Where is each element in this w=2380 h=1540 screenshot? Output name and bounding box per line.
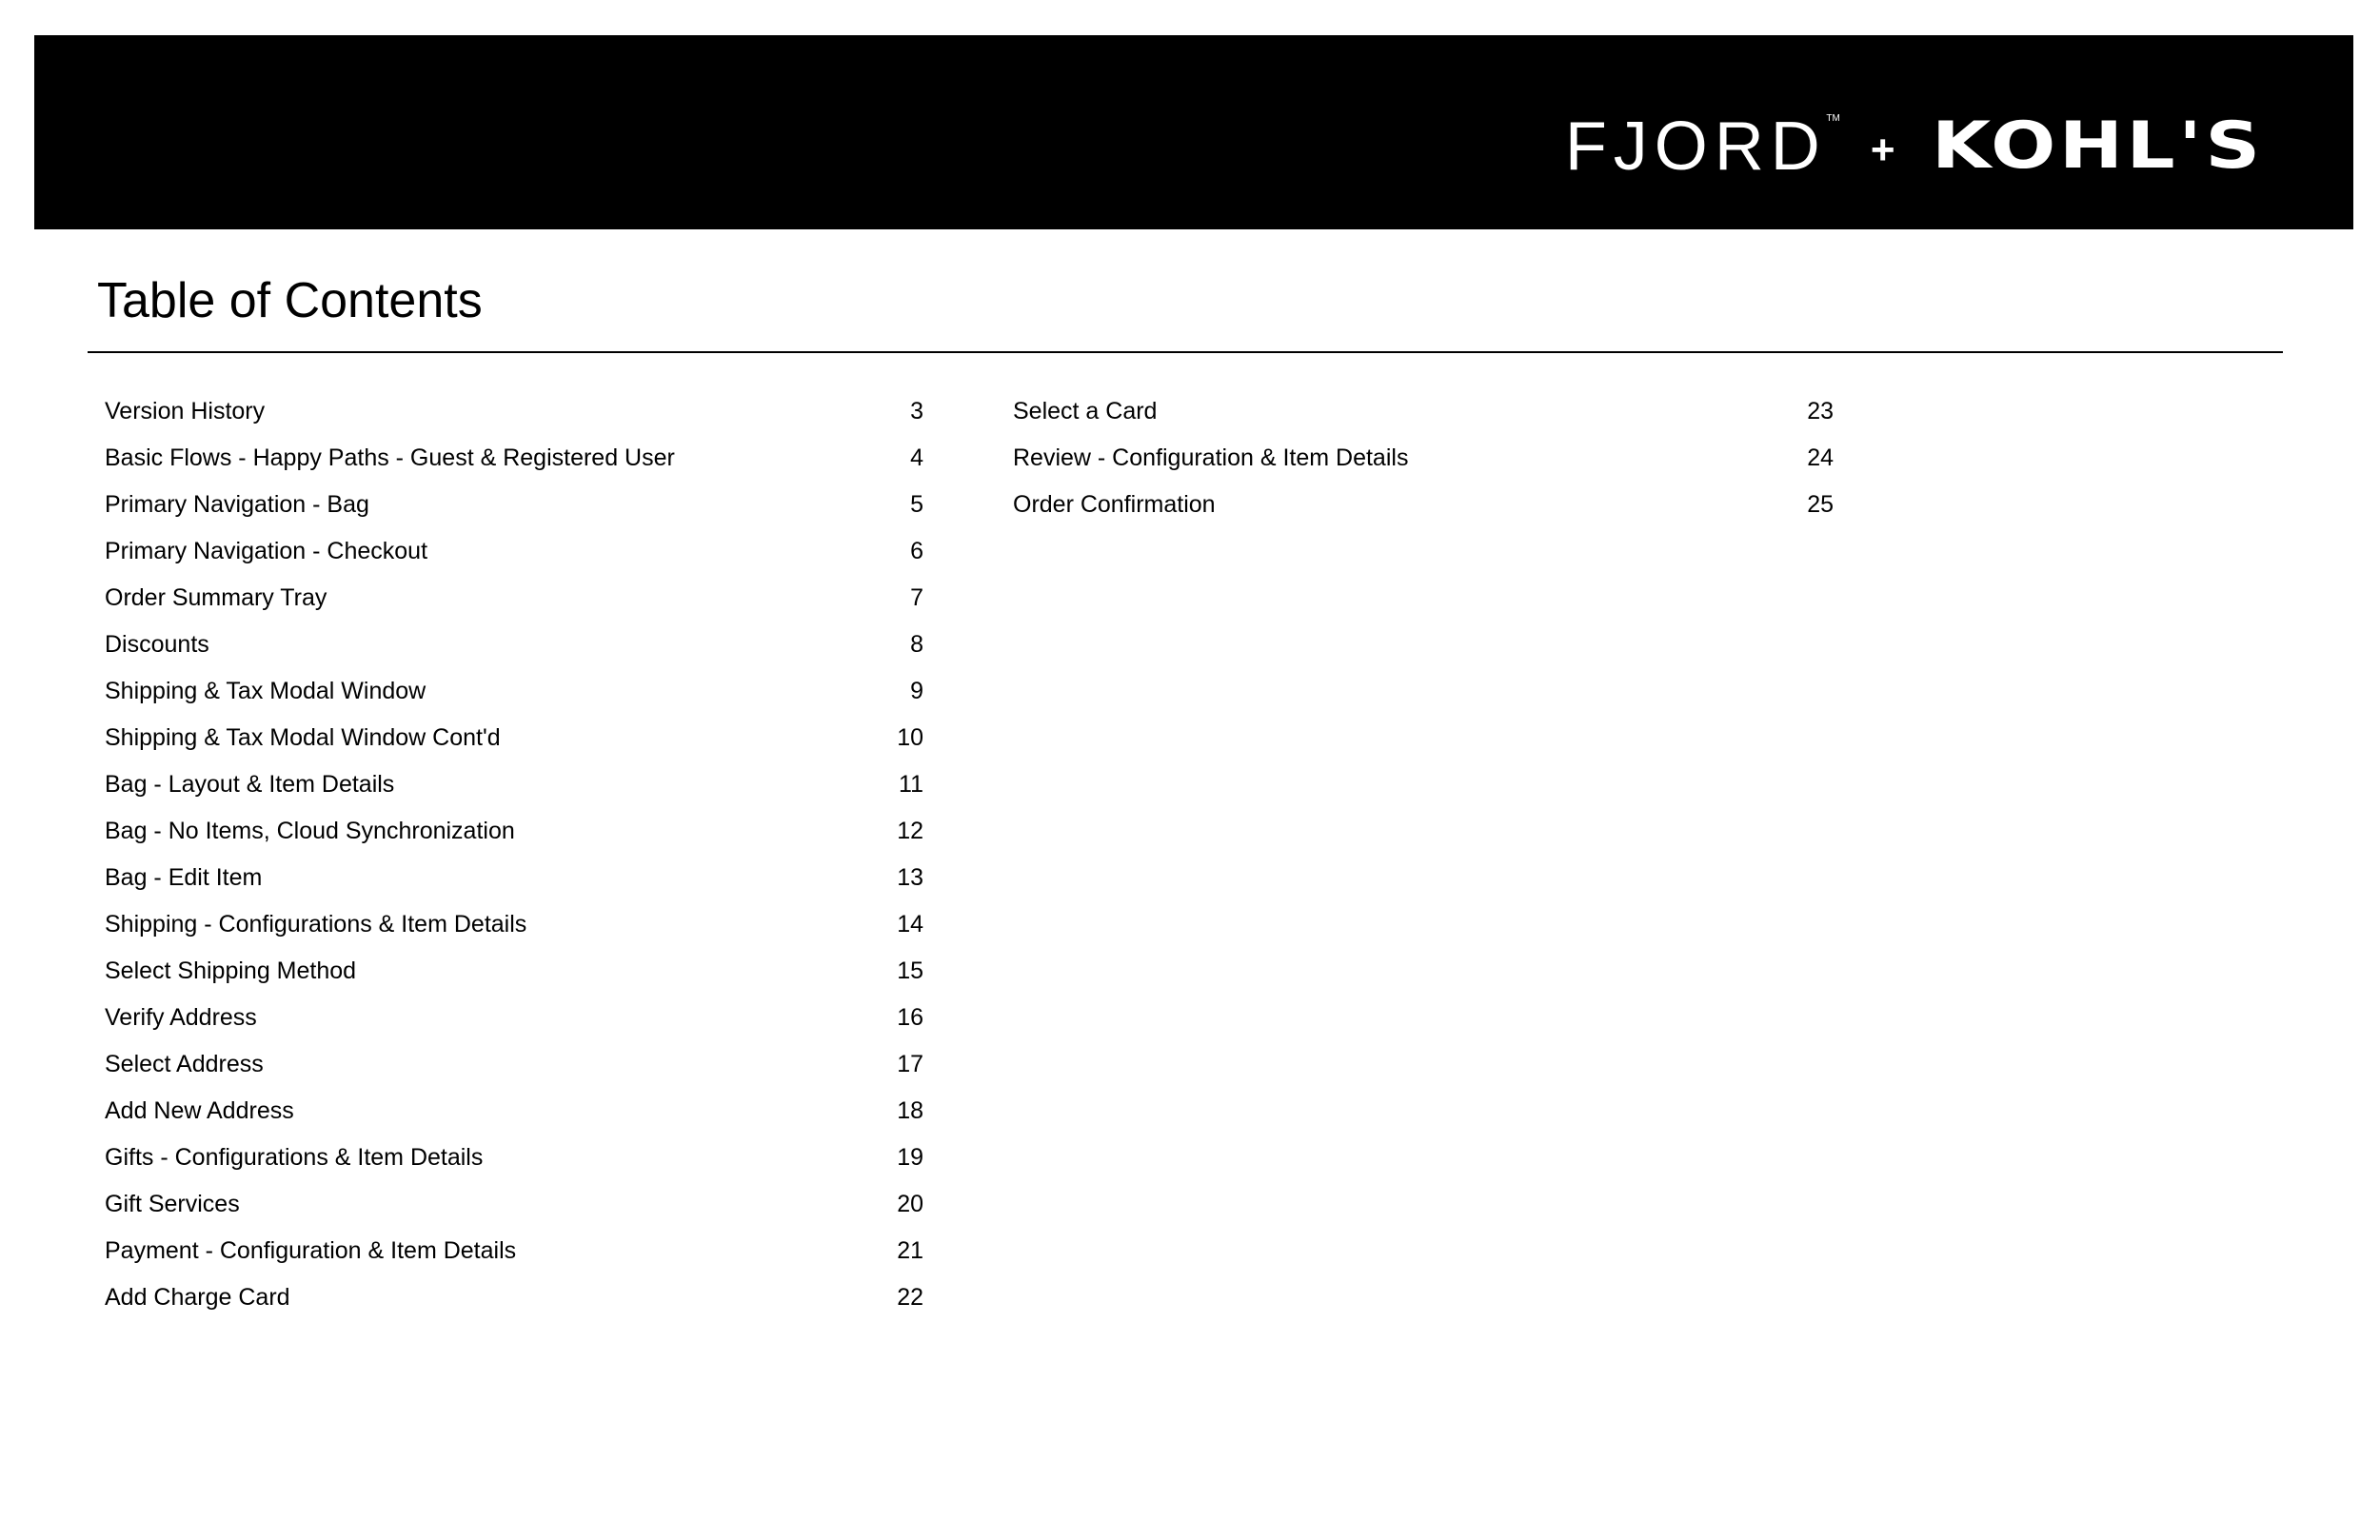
page-title: Table of Contents (97, 273, 483, 328)
toc-entry-label: Select a Card (1013, 398, 1158, 424)
toc-entry-label: Gifts - Configurations & Item Details (105, 1144, 484, 1171)
toc-entry[interactable] (105, 668, 923, 715)
toc-entry[interactable] (105, 948, 923, 995)
toc-entry-label: Bag - Layout & Item Details (105, 771, 395, 798)
toc-entry-page-number: 22 (897, 1284, 923, 1311)
toc-entry[interactable] (105, 435, 923, 482)
toc-entry-page-number: 8 (910, 631, 923, 658)
toc-column-left (105, 388, 923, 1321)
toc-entry[interactable] (105, 575, 923, 622)
toc-entry-page-number: 13 (897, 864, 923, 891)
toc-entry-page-number: 16 (897, 1004, 923, 1031)
toc-entry-label: Add Charge Card (105, 1284, 290, 1311)
toc-entry[interactable] (105, 995, 923, 1041)
toc-entry-label: Shipping - Configurations & Item Details (105, 911, 527, 938)
toc-entry-page-number: 19 (897, 1144, 923, 1171)
toc-entry[interactable] (105, 808, 923, 855)
toc-entry-label: Basic Flows - Happy Paths - Guest & Registered User (105, 444, 675, 471)
toc-entry[interactable] (105, 1181, 923, 1228)
toc-entry-page-number: 23 (1807, 398, 1834, 424)
toc-entry-label: Bag - Edit Item (105, 864, 263, 891)
toc-entry-page-number: 18 (897, 1097, 923, 1124)
toc-entry-page-number: 15 (897, 958, 923, 984)
toc-entry-page-number: 14 (897, 911, 923, 938)
toc-entry-label: Bag - No Items, Cloud Synchronization (105, 818, 515, 844)
toc-entry-label: Select Shipping Method (105, 958, 357, 984)
toc-entry[interactable] (105, 528, 923, 575)
toc-entry-page-number: 7 (910, 584, 923, 611)
toc-entry-page-number: 24 (1807, 444, 1834, 471)
toc-entry-label: Discounts (105, 631, 209, 658)
toc-entry[interactable] (1013, 388, 1834, 435)
toc-entry[interactable] (1013, 435, 1834, 482)
toc-entry-page-number: 12 (897, 818, 923, 844)
logo-plus-sign: + (1870, 127, 1895, 173)
toc-entry-page-number: 25 (1807, 491, 1834, 518)
toc-entry-page-number: 3 (910, 398, 923, 424)
toc-entry-page-number: 20 (897, 1191, 923, 1217)
header-banner (34, 35, 2353, 229)
toc-entry-page-number: 4 (910, 444, 923, 471)
toc-entry[interactable] (105, 1228, 923, 1274)
toc-column-right (1013, 388, 1834, 528)
toc-entry-label: Shipping & Tax Modal Window (105, 678, 426, 704)
toc-entry[interactable] (105, 901, 923, 948)
toc-entry-page-number: 21 (897, 1237, 923, 1264)
toc-entry-page-number: 9 (910, 678, 923, 704)
toc-entry-label: Payment - Configuration & Item Details (105, 1237, 517, 1264)
toc-entry[interactable] (105, 1088, 923, 1135)
toc-entry[interactable] (105, 1041, 923, 1088)
toc-entry[interactable] (105, 482, 923, 528)
toc-entry-label: Primary Navigation - Bag (105, 491, 369, 518)
toc-entry-label: Add New Address (105, 1097, 294, 1124)
toc-entry-label: Order Summary Tray (105, 584, 327, 611)
title-divider (88, 351, 2283, 353)
toc-entry-page-number: 6 (910, 538, 923, 564)
toc-entry-page-number: 17 (897, 1051, 923, 1077)
toc-entry[interactable] (105, 388, 923, 435)
toc-entry-page-number: 10 (897, 724, 923, 751)
toc-entry-label: Shipping & Tax Modal Window Cont'd (105, 724, 501, 751)
toc-entry-label: Order Confirmation (1013, 491, 1216, 518)
toc-entry-label: Select Address (105, 1051, 264, 1077)
fjord-wordmark: FJORD TM (1564, 109, 1840, 185)
toc-entry[interactable] (1013, 482, 1834, 528)
toc-entry-label: Primary Navigation - Checkout (105, 538, 428, 564)
toc-entry[interactable] (105, 761, 923, 808)
toc-entry-label: Gift Services (105, 1191, 240, 1217)
toc-entry-label: Version History (105, 398, 266, 424)
toc-entry[interactable] (105, 1135, 923, 1181)
toc-entry[interactable] (105, 855, 923, 901)
toc-entry[interactable] (105, 715, 923, 761)
fjord-kohls-logo (1564, 109, 2277, 185)
toc-entry-label: Verify Address (105, 1004, 257, 1031)
toc-entry-page-number: 11 (899, 771, 923, 798)
toc-entry-page-number: 5 (910, 491, 923, 518)
trademark-mark: TM (1826, 113, 1840, 124)
toc-entry-label: Review - Configuration & Item Details (1013, 444, 1409, 471)
toc-entry[interactable] (105, 622, 923, 668)
toc-entry[interactable] (105, 1274, 923, 1321)
kohls-wordmark: KOHL'S (1931, 109, 2264, 184)
